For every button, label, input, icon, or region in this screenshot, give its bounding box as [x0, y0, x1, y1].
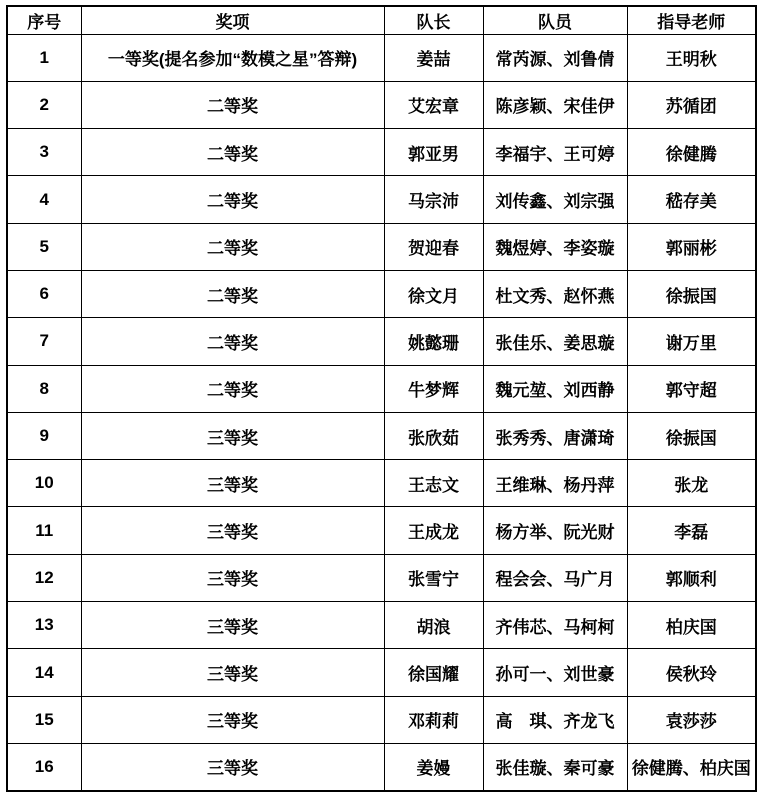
- cell-index: 2: [7, 81, 81, 128]
- cell-members: 张秀秀、唐潇琦: [483, 412, 627, 459]
- cell-award: 二等奖: [81, 270, 384, 317]
- cell-advisor: 徐振国: [627, 270, 756, 317]
- cell-award: 二等奖: [81, 129, 384, 176]
- cell-captain: 姜喆: [384, 34, 483, 81]
- cell-index: 11: [7, 507, 81, 554]
- cell-advisor: 郭顺利: [627, 554, 756, 601]
- cell-captain: 马宗沛: [384, 176, 483, 223]
- cell-index: 1: [7, 34, 81, 81]
- cell-captain: 徐国耀: [384, 649, 483, 696]
- cell-members: 杨方举、阮光财: [483, 507, 627, 554]
- table-row: [7, 365, 756, 412]
- cell-advisor: 张龙: [627, 460, 756, 507]
- cell-members: 张佳乐、姜思璇: [483, 318, 627, 365]
- table-row: [7, 129, 756, 176]
- cell-advisor: 郭守超: [627, 365, 756, 412]
- cell-members: 程会会、马广月: [483, 554, 627, 601]
- cell-members: 齐伟芯、马柯柯: [483, 602, 627, 649]
- cell-index: 3: [7, 129, 81, 176]
- column-header-members: 队员: [483, 6, 627, 34]
- cell-index: 10: [7, 460, 81, 507]
- column-header-index: 序号: [7, 6, 81, 34]
- cell-award: 二等奖: [81, 81, 384, 128]
- table-row: [7, 460, 756, 507]
- cell-advisor: 袁莎莎: [627, 696, 756, 743]
- cell-award: 三等奖: [81, 743, 384, 790]
- cell-captain: 艾宏章: [384, 81, 483, 128]
- column-header-advisor: 指导老师: [627, 6, 756, 34]
- cell-captain: 牛梦辉: [384, 365, 483, 412]
- table-row: [7, 34, 756, 81]
- cell-index: 12: [7, 554, 81, 601]
- cell-award: 三等奖: [81, 696, 384, 743]
- cell-captain: 姜嫚: [384, 743, 483, 790]
- cell-index: 16: [7, 743, 81, 790]
- cell-award: 三等奖: [81, 507, 384, 554]
- cell-captain: 王志文: [384, 460, 483, 507]
- cell-captain: 邓莉莉: [384, 696, 483, 743]
- cell-members: 魏元堃、刘西静: [483, 365, 627, 412]
- cell-index: 13: [7, 602, 81, 649]
- cell-captain: 贺迎春: [384, 223, 483, 270]
- table-row: [7, 696, 756, 743]
- cell-award: 三等奖: [81, 554, 384, 601]
- cell-award: 三等奖: [81, 412, 384, 459]
- cell-award: 三等奖: [81, 602, 384, 649]
- cell-captain: 姚懿珊: [384, 318, 483, 365]
- cell-advisor: 王明秋: [627, 34, 756, 81]
- cell-advisor: 苏循团: [627, 81, 756, 128]
- table-row: [7, 649, 756, 696]
- cell-award: 三等奖: [81, 460, 384, 507]
- cell-members: 李福宇、王可婷: [483, 129, 627, 176]
- table-row: [7, 176, 756, 223]
- cell-captain: 郭亚男: [384, 129, 483, 176]
- table-row: [7, 318, 756, 365]
- cell-advisor: 嵇存美: [627, 176, 756, 223]
- cell-members: 刘传鑫、刘宗强: [483, 176, 627, 223]
- cell-advisor: 郭丽彬: [627, 223, 756, 270]
- table-row: [7, 602, 756, 649]
- table-row: [7, 554, 756, 601]
- cell-advisor: 侯秋玲: [627, 649, 756, 696]
- cell-advisor: 徐振国: [627, 412, 756, 459]
- cell-advisor: 柏庆国: [627, 602, 756, 649]
- cell-award: 二等奖: [81, 318, 384, 365]
- cell-members: 王维琳、杨丹萍: [483, 460, 627, 507]
- cell-captain: 张欣茹: [384, 412, 483, 459]
- award-table: [6, 5, 757, 792]
- cell-members: 陈彦颖、宋佳伊: [483, 81, 627, 128]
- cell-award: 二等奖: [81, 176, 384, 223]
- cell-members: 魏煜婷、李姿璇: [483, 223, 627, 270]
- table-row: [7, 81, 756, 128]
- table-row: [7, 412, 756, 459]
- cell-award: 一等奖(提名参加“数模之星”答辩): [81, 34, 384, 81]
- cell-captain: 王成龙: [384, 507, 483, 554]
- cell-advisor: 徐健腾、柏庆国: [627, 743, 756, 790]
- cell-members: 张佳璇、秦可豪: [483, 743, 627, 790]
- cell-members: 常芮源、刘鲁倩: [483, 34, 627, 81]
- cell-advisor: 谢万里: [627, 318, 756, 365]
- header-row: [7, 6, 756, 34]
- table-row: [7, 743, 756, 790]
- award-table-header: [7, 6, 756, 34]
- cell-index: 15: [7, 696, 81, 743]
- cell-index: 6: [7, 270, 81, 317]
- cell-index: 4: [7, 176, 81, 223]
- column-header-award: 奖项: [81, 6, 384, 34]
- cell-index: 8: [7, 365, 81, 412]
- cell-captain: 张雪宁: [384, 554, 483, 601]
- cell-award: 二等奖: [81, 223, 384, 270]
- table-row: [7, 270, 756, 317]
- column-header-captain: 队长: [384, 6, 483, 34]
- cell-index: 9: [7, 412, 81, 459]
- table-row: [7, 223, 756, 270]
- cell-index: 7: [7, 318, 81, 365]
- award-table-body: [7, 34, 756, 791]
- cell-advisor: 徐健腾: [627, 129, 756, 176]
- cell-captain: 胡浪: [384, 602, 483, 649]
- cell-members: 杜文秀、赵怀燕: [483, 270, 627, 317]
- cell-captain: 徐文月: [384, 270, 483, 317]
- cell-members: 孙可一、刘世豪: [483, 649, 627, 696]
- cell-members: 高 琪、齐龙飞: [483, 696, 627, 743]
- cell-advisor: 李磊: [627, 507, 756, 554]
- cell-index: 14: [7, 649, 81, 696]
- cell-award: 二等奖: [81, 365, 384, 412]
- cell-award: 三等奖: [81, 649, 384, 696]
- cell-index: 5: [7, 223, 81, 270]
- table-row: [7, 507, 756, 554]
